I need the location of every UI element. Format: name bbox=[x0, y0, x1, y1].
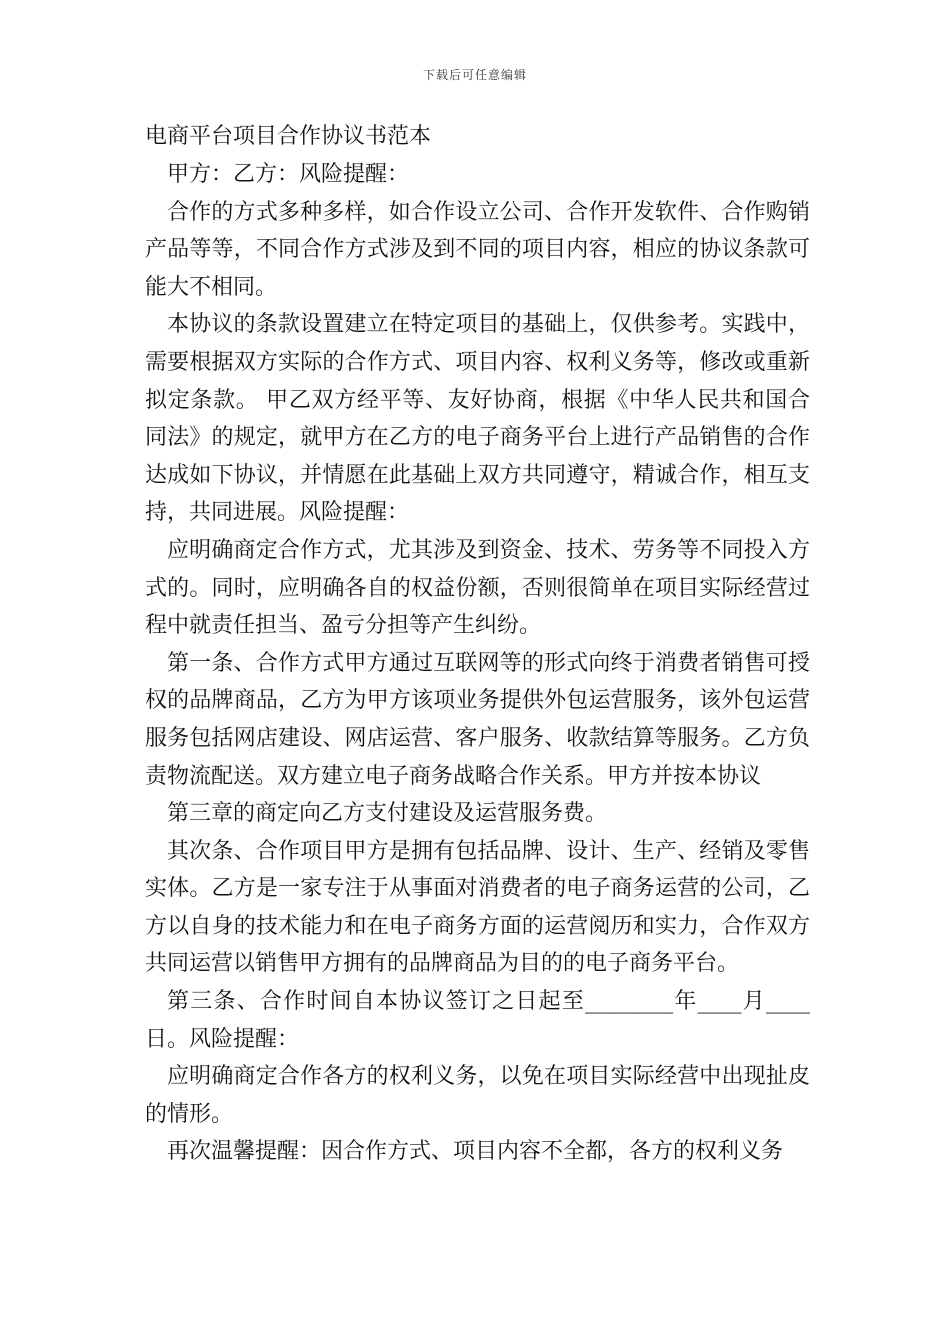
paragraph-cooperation-methods: 合作的方式多种多样，如合作设立公司、合作开发软件、合作购销产品等等，不同合作方式涉及到不同的项目内容，相应的协议条款可能大不相同。 bbox=[145, 199, 810, 300]
paragraph-risk-rights: 应明确商定合作各方的权利义务，以免在项目实际经营中出现扯皮的情形。 bbox=[145, 1064, 810, 1127]
paragraph-chapter-3-fees: 第三章的商定向乙方支付建设及运营服务费。 bbox=[167, 801, 608, 827]
document-body bbox=[145, 118, 810, 1171]
paragraph-article-3: 第三条、合作时间自本协议签订之日起至________年____月____日。风险提醒： bbox=[145, 989, 810, 1052]
header-note: 下载后可任意编辑 bbox=[422, 68, 527, 82]
document-title: 电商平台项目合作协议书范本 bbox=[145, 124, 432, 149]
paragraph-article-1: 第一条、合作方式甲方通过互联网等的形式向终于消费者销售可授权的品牌商品，乙方为甲方该项业务提供外包运营服务，该外包运营服务包括网店建设、网店运营、客户服务、收款结算等服务。乙方负责物流配送。双方建立电子商务战略合作关系。甲方并按本协议 bbox=[145, 650, 810, 789]
paragraph-risk-cooperation-method: 应明确商定合作方式，尤其涉及到资金、技术、劳务等不同投入方式的。同时，应明确各自的权益份额，否则很简单在项目实际经营过程中就责任担当、盈亏分担等产生纠纷。 bbox=[145, 537, 810, 639]
paragraph-agreement-basis: 本协议的条款设置建立在特定项目的基础上，仅供参考。实践中，需要根据双方实际的合作方式、项目内容、权利义务等，修改或重新拟定条款。 甲乙双方经平等、友好协商，根据《中华人民共和国合同法》的规定，就甲方在乙方的电子商务平台上进行产品销售的合作达成如下协议，并情愿在此基础上双方共同遵守，精诚合作，相互支持，共同进展。风险提醒： bbox=[145, 312, 810, 526]
paragraph-reminder: 再次温馨提醒：因合作方式、项目内容不全都，各方的权利义务 bbox=[167, 1139, 784, 1165]
paragraph-parties: 甲方：乙方：风险提醒： bbox=[167, 162, 410, 187]
paragraph-article-2: 其次条、合作项目甲方是拥有包括品牌、设计、生产、经销及零售实体。乙方是一家专注于从事面对消费者的电子商务运营的公司，乙方以自身的技术能力和在电子商务方面的运营阅历和实力，合作双方共同运营以销售甲方拥有的品牌商品为目的的电子商务平台。 bbox=[145, 838, 810, 977]
